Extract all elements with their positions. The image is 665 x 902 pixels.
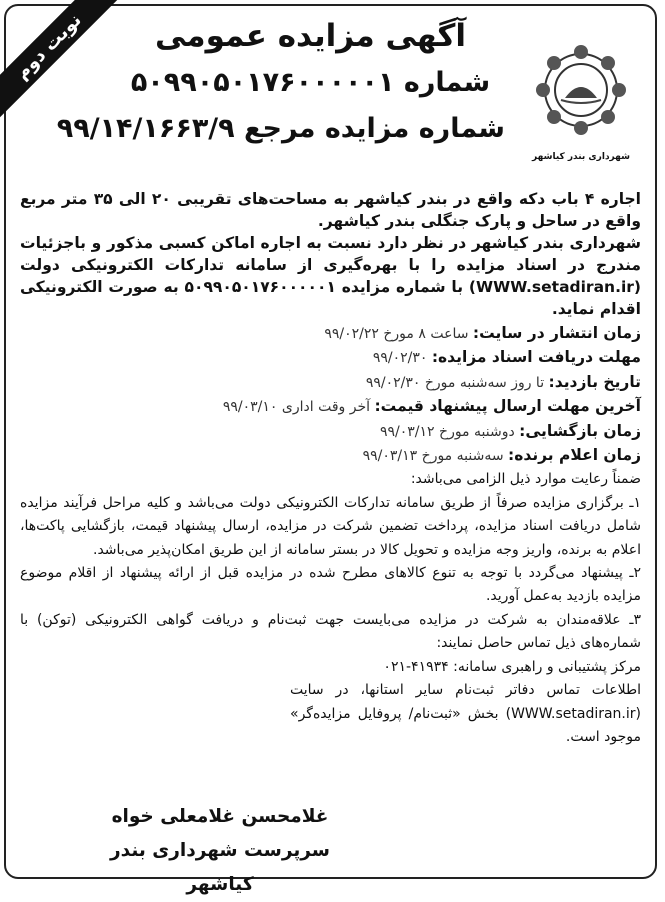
support-line: مرکز پشتیبانی و راهبری سامانه: ۴۱۹۳۴-۰۲۱ [383,658,641,675]
schedule-row [20,444,641,468]
schedule-row [20,420,641,444]
logo-caption: شهرداری بندر کیاشهر [532,152,630,162]
notes-intro: ضمناً رعایت موارد ذیل الزامی می‌باشد: [410,471,641,488]
schedule-row [20,322,641,346]
municipality-logo [521,40,641,160]
schedule-row [20,371,641,395]
signer-name: غلامحسن غلامعلی خواه [111,806,329,827]
schedule-row [20,346,641,370]
badge-ribbon: نوبت دوم [0,0,120,118]
signer-title: سرپرست شهرداری بندر کیاشهر [109,840,330,895]
note-2: ۲ـ پیشنهاد می‌گردد با توجه به تنوع کالاهای مطرح شده در مزایده قبل از ارائه پیشنهاد از اقلام موضوع مزایده بازدید به‌عمل آورید. [20,565,641,605]
schedule-value: تا روز سه‌شنبه مورخ ۹۹/۰۲/۳۰ [365,374,545,391]
contact-paragraph: اطلاعات تماس دفاتر ثبت‌نام سایر استانها، در سایت (WWW.setadiran.ir) بخش «ثبت‌نام/ پروفایل مزایده‌گر» موجود است. [290,682,641,745]
schedule-value: ساعت ۸ مورخ ۹۹/۰۲/۲۲ [324,326,469,342]
schedule-label: مهلت دریافت اسناد مزایده: [431,348,641,367]
schedule-list [20,322,641,468]
schedule-label: زمان انتشار در سایت: [472,324,641,342]
schedule-value: دوشنبه مورخ ۹۹/۰۳/۱۲ [380,423,515,440]
auction-number: شماره ۵۰۹۹۰۵۰۱۷۶۰۰۰۰۰۱ [130,67,491,98]
notice-body [20,188,641,749]
schedule-row [20,395,641,419]
schedule-label: تاریخ بازدید: [548,372,641,391]
intro-paragraph-2: شهرداری بندر کیاشهر در نظر دارد نسبت به اجاره اماکن کسبی مذکور و باجزئیات مندرج در اسناد مزایده را با بهره‌گیری از سامانه تدارکات الکترونیکی دولت (WWW.setadiran.ir) با شماره مزایده ۵۰۹۹۰۵۰۱۷۶۰۰۰۰۰۱ به صورت الکترونیکی اقدام نماید. [20,234,642,318]
emblem-icon [521,40,641,160]
header [56,12,505,152]
note-1: ۱ـ برگزاری مزایده صرفاً از طریق سامانه تدارکات الکترونیکی دولت می‌باشد و کلیه مراحل فرآیند مزایده شامل دریافت اسناد مزایده، پرداخت تضمین شرکت در مزایده، ارسال پیشنهاد قیمت، بازگشایی پاکت‌ها، اعلام به برنده، واریز وجه مزایده و تحویل کالا در بستر سامانه از این طریق امکان‌پذیر می‌باشد. [20,494,641,558]
notice-frame [4,4,657,895]
schedule-value: ۹۹/۰۲/۳۰ [372,350,428,367]
schedule-value: سه‌شنبه مورخ ۹۹/۰۳/۱۳ [362,448,504,465]
schedule-label: زمان بازگشایی: [519,421,641,440]
schedule-label: زمان اعلام برنده: [508,446,641,465]
schedule-value: آخر وقت اداری ۹۹/۰۳/۱۰ [222,399,371,416]
reference-number: شماره مزایده مرجع ۹۹/۱۴/۱۶۶۳/۹ [56,113,505,144]
note-3: ۳ـ علاقه‌مندان به شرکت در مزایده می‌بایست جهت ثبت‌نام و دریافت گواهی الکترونیکی (توکن) با شماره‌های ذیل تماس حاصل نمایند: [20,611,641,652]
signature-block [85,800,355,902]
notice-title: آگهی مزایده عمومی [155,18,466,54]
intro-paragraph-1: اجاره ۴ باب دکه واقع در بندر کیاشهر به مساحت‌های تقریبی ۲۰ الی ۳۵ متر مربع واقع در ساحل و پارک جنگلی بندر کیاشهر. [20,190,641,230]
schedule-label: آخرین مهلت ارسال پیشنهاد قیمت: [374,397,641,416]
